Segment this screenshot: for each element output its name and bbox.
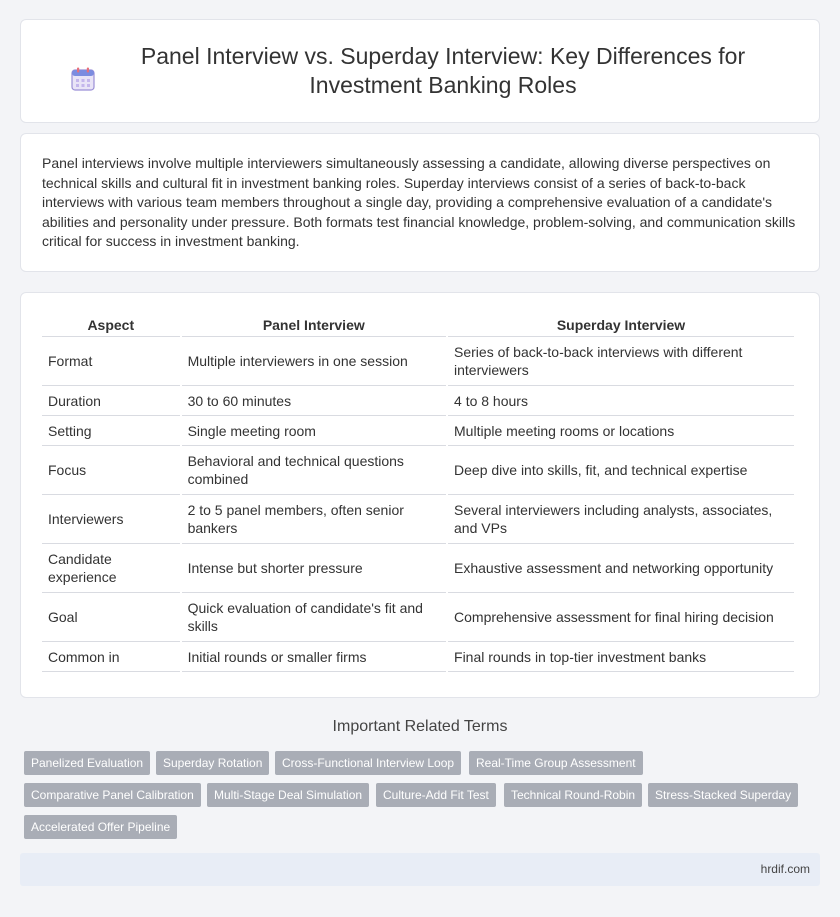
comparison-card xyxy=(20,292,820,698)
cell-panel: Quick evaluation of candidate's fit and skills xyxy=(182,593,446,642)
cell-superday: Comprehensive assessment for final hiring decision xyxy=(448,593,794,642)
tag-accelerated-offer-pipeline[interactable]: Accelerated Offer Pipeline xyxy=(24,815,177,839)
table-header-row xyxy=(42,311,794,337)
cell-aspect: Goal xyxy=(42,593,180,642)
table-row xyxy=(42,416,794,446)
tag-panelized-evaluation[interactable]: Panelized Evaluation xyxy=(24,751,150,775)
tag-cross-functional-interview-loop[interactable]: Cross-Functional Interview Loop xyxy=(275,751,461,775)
calendar-icon xyxy=(70,66,96,92)
footer xyxy=(20,853,820,886)
cell-superday: 4 to 8 hours xyxy=(448,386,794,416)
cell-superday: Exhaustive assessment and networking opportunity xyxy=(448,544,794,593)
cell-aspect: Common in xyxy=(42,642,180,672)
table-row xyxy=(42,593,794,642)
table-row xyxy=(42,337,794,386)
cell-panel: 30 to 60 minutes xyxy=(182,386,446,416)
cell-panel: Single meeting room xyxy=(182,416,446,446)
cell-superday: Series of back-to-back interviews with different interviewers xyxy=(448,337,794,386)
cell-panel: 2 to 5 panel members, often senior bankers xyxy=(182,495,446,544)
related-terms-title: Important Related Terms xyxy=(332,718,508,735)
title-card xyxy=(20,19,820,123)
header-superday-interview: Superday Interview xyxy=(448,311,794,337)
cell-panel: Multiple interviewers in one session xyxy=(182,337,446,386)
cell-aspect: Interviewers xyxy=(42,495,180,544)
cell-superday: Deep dive into skills, fit, and technical expertise xyxy=(448,446,794,495)
cell-panel: Initial rounds or smaller firms xyxy=(182,642,446,672)
cell-superday: Several interviewers including analysts, associates, and VPs xyxy=(448,495,794,544)
cell-aspect: Focus xyxy=(42,446,180,495)
tag-stress-stacked-superday[interactable]: Stress-Stacked Superday xyxy=(648,783,798,807)
tag-technical-round-robin[interactable]: Technical Round-Robin xyxy=(504,783,642,807)
tag-culture-add-fit-test[interactable]: Culture-Add Fit Test xyxy=(376,783,496,807)
cell-aspect: Duration xyxy=(42,386,180,416)
table-row xyxy=(42,544,794,593)
cell-panel: Intense but shorter pressure xyxy=(182,544,446,593)
cell-aspect: Candidate experience xyxy=(42,544,180,593)
footer-site-link[interactable]: hrdif.com xyxy=(760,862,810,876)
intro-paragraph: Panel interviews involve multiple interviewers simultaneously assessing a candidate, allowing diverse perspectives on technical skills and cultural fit in investment banking roles. Superday interviews consist of a series of back-to-back interviews with various team members throughout a single day, providing a comprehensive evaluation of a candidate's abilities and personality under pressure. Both formats test financial knowledge, problem-solving, and communication skills critical for success in investment banking. xyxy=(42,155,796,249)
cell-superday: Final rounds in top-tier investment banks xyxy=(448,642,794,672)
tag-comparative-panel-calibration[interactable]: Comparative Panel Calibration xyxy=(24,783,201,807)
page-title: Panel Interview vs. Superday Interview: Key Differences for Investment Banking Roles xyxy=(140,43,746,98)
table-row xyxy=(42,446,794,495)
tag-superday-rotation[interactable]: Superday Rotation xyxy=(156,751,269,775)
cell-superday: Multiple meeting rooms or locations xyxy=(448,416,794,446)
cell-panel: Behavioral and technical questions combined xyxy=(182,446,446,495)
header-panel-interview: Panel Interview xyxy=(182,311,446,337)
tag-multi-stage-deal-simulation[interactable]: Multi-Stage Deal Simulation xyxy=(207,783,369,807)
tag-real-time-group-assessment[interactable]: Real-Time Group Assessment xyxy=(469,751,643,775)
cell-aspect: Format xyxy=(42,337,180,386)
title-wrap xyxy=(70,42,770,100)
table-row xyxy=(42,495,794,544)
table-row xyxy=(42,642,794,672)
comparison-table xyxy=(40,311,796,672)
cell-aspect: Setting xyxy=(42,416,180,446)
intro-card xyxy=(20,133,820,272)
header-aspect: Aspect xyxy=(42,311,180,337)
table-row xyxy=(42,386,794,416)
